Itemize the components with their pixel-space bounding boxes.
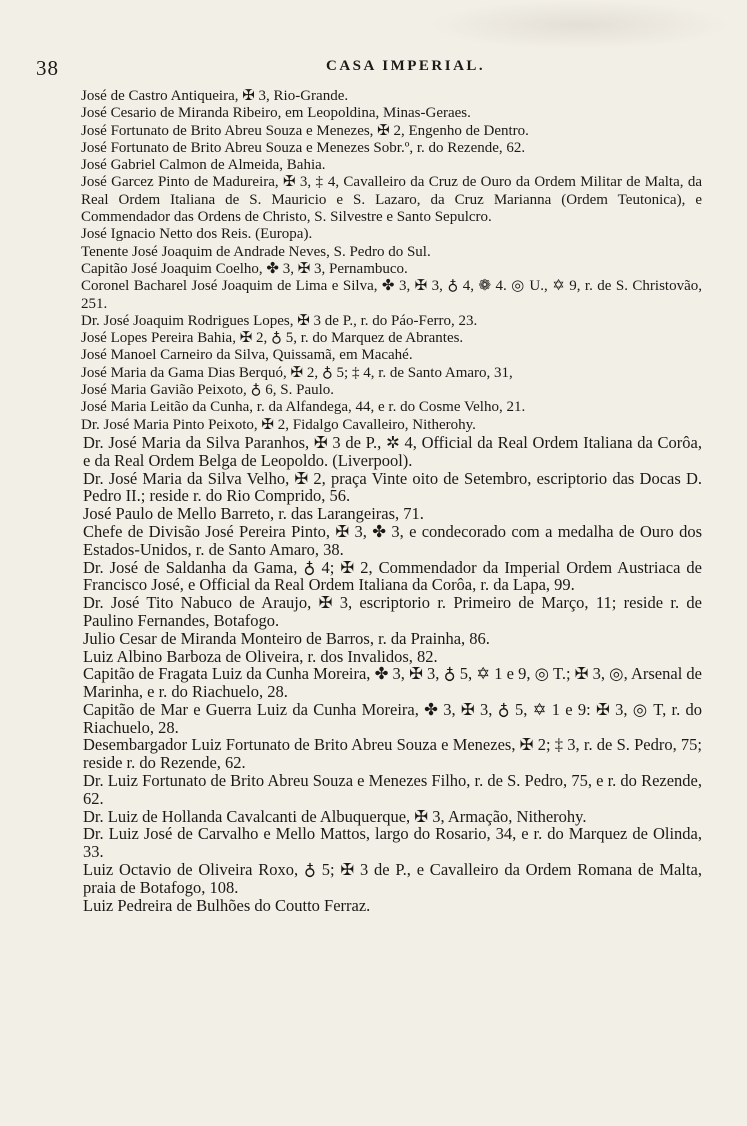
directory-entry: Capitão José Joaquim Coelho, ✤ 3, ✠ 3, Pernambuco. [81, 260, 408, 277]
paper-stain [430, 0, 730, 50]
directory-entry: Dr. José Tito Nabuco de Araujo, ✠ 3, escriptorio r. Primeiro de Março, 11; reside r. de Paulino Fernandes, Botafogo. [83, 593, 702, 630]
directory-entry: José Maria da Gama Dias Berquó, ✠ 2, ♁ 5; ‡ 4, r. de Santo Amaro, 31, [81, 364, 513, 381]
directory-entry: Dr. Luiz de Hollanda Cavalcanti de Albuquerque, ✠ 3, Armação, Nitherohy. [83, 806, 587, 826]
directory-entry: Luiz Albino Barboza de Oliveira, r. dos Invalidos, 82. [83, 646, 438, 666]
directory-entry: Julio Cesar de Miranda Monteiro de Barros, r. da Prainha, 86. [83, 628, 490, 648]
directory-entry: Dr. José Maria Pinto Peixoto, ✠ 2, Fidalgo Cavalleiro, Nitherohy. [81, 416, 476, 433]
directory-entry: José Ignacio Netto dos Reis. (Europa). [81, 226, 313, 243]
directory-entry: José Fortunato de Brito Abreu Souza e Menezes, ✠ 2, Engenho de Dentro. [81, 122, 529, 139]
directory-entry: Luiz Octavio de Oliveira Roxo, ♁ 5; ✠ 3 de P., e Cavalleiro da Ordem Romana de Malta, praia de Botafogo, 108. [83, 860, 702, 897]
running-title: CASA IMPERIAL. [326, 58, 486, 74]
directory-entry: Luiz Pedreira de Bulhões do Coutto Ferraz. [83, 895, 371, 915]
directory-entry: José Paulo de Mello Barreto, r. das Larangeiras, 71. [83, 504, 424, 524]
directory-entry: Chefe de Divisão José Pereira Pinto, ✠ 3, ✤ 3, e condecorado com a medalha de Ouro dos Estados-Unidos, r. de Santo Amaro, 38. [83, 521, 702, 559]
directory-entries [62, 88, 702, 914]
directory-entry: José Manoel Carneiro da Silva, Quissamã, em Macahé. [81, 347, 413, 364]
page-header [36, 56, 704, 80]
directory-entry: José Maria Leitão da Cunha, r. da Alfandega, 44, e r. do Cosme Velho, 21. [81, 399, 526, 416]
directory-entry: Coronel Bacharel José Joaquim de Lima e Silva, ✤ 3, ✠ 3, ♁ 4, ❁ 4. ◎ U., ✡ 9, r. de S. Christovão, 251. [81, 278, 702, 312]
directory-entry: José Maria Gavião Peixoto, ♁ 6, S. Paulo. [81, 382, 335, 399]
directory-entry: Tenente José Joaquim de Andrade Neves, S. Pedro do Sul. [81, 243, 431, 260]
directory-entry: Capitão de Fragata Luiz da Cunha Moreira, ✤ 3, ✠ 3, ♁ 5, ✡ 1 e 9, ◎ T.; ✠ 3, ◎, Arsenal de Marinha, e r. do Riachuelo, 28. [83, 664, 702, 702]
directory-entry: Dr. José Maria da Silva Paranhos, ✠ 3 de P., ✲ 4, Official da Real Ordem Italiana da Corôa, e da Real Ordem Belga de Leopoldo. (Liverpool). [83, 432, 702, 470]
directory-entry: Dr. Luiz José de Carvalho e Mello Mattos, largo do Rosario, 34, e r. do Marquez de Olinda, 33. [83, 824, 702, 862]
directory-entry: José Cesario de Miranda Ribeiro, em Leopoldina, Minas-Geraes. [81, 105, 471, 122]
directory-entry: Dr. José Joaquim Rodrigues Lopes, ✠ 3 de P., r. do Páo-Ferro, 23. [81, 312, 478, 329]
directory-entry: José Garcez Pinto de Madureira, ✠ 3, ‡ 4, Cavalleiro da Cruz de Ouro da Ordem Militar de Malta, da Real Ordem Italiana de S. Mauricio e S. Lazaro, da Cruz Marianna (Ordem Teutonica), e Commendador das Ordens de Christo, S. Silvestre e Santo Sepulcro. [81, 174, 702, 226]
directory-entry: José Fortunato de Brito Abreu Souza e Menezes Sobr.º, r. do Rezende, 62. [81, 139, 526, 156]
directory-entry: José Gabriel Calmon de Almeida, Bahia. [81, 157, 326, 174]
directory-entry: Dr. José de Saldanha da Gama, ♁ 4; ✠ 2, Commendador da Imperial Ordem Austriaca de Francisco José, e Official da Real Ordem Italiana da Corôa, r. da Lapa, 99. [83, 557, 702, 595]
directory-entry: José de Castro Antiqueira, ✠ 3, Rio-Grande. [81, 88, 349, 104]
directory-entry: Dr. Luiz Fortunato de Brito Abreu Souza e Menezes Filho, r. de S. Pedro, 75, e r. do Rezende, 62. [83, 771, 702, 808]
directory-entry: Desembargador Luiz Fortunato de Brito Abreu Souza e Menezes, ✠ 2; ‡ 3, r. de S. Pedro, 75; reside r. do Rezende, 62. [83, 735, 702, 773]
page-number: 38 [36, 56, 59, 80]
directory-entry: José Lopes Pereira Bahia, ✠ 2, ♁ 5, r. do Marquez de Abrantes. [81, 330, 464, 347]
directory-entry: Capitão de Mar e Guerra Luiz da Cunha Moreira, ✤ 3, ✠ 3, ♁ 5, ✡ 1 e 9: ✠ 3, ◎ T, r. do Riachuelo, 28. [83, 699, 702, 737]
directory-entry: Dr. José Maria da Silva Velho, ✠ 2, praça Vinte oito de Setembro, escriptorio das Docas D. Pedro II.; reside r. do Rio Comprido, 56. [83, 468, 702, 506]
